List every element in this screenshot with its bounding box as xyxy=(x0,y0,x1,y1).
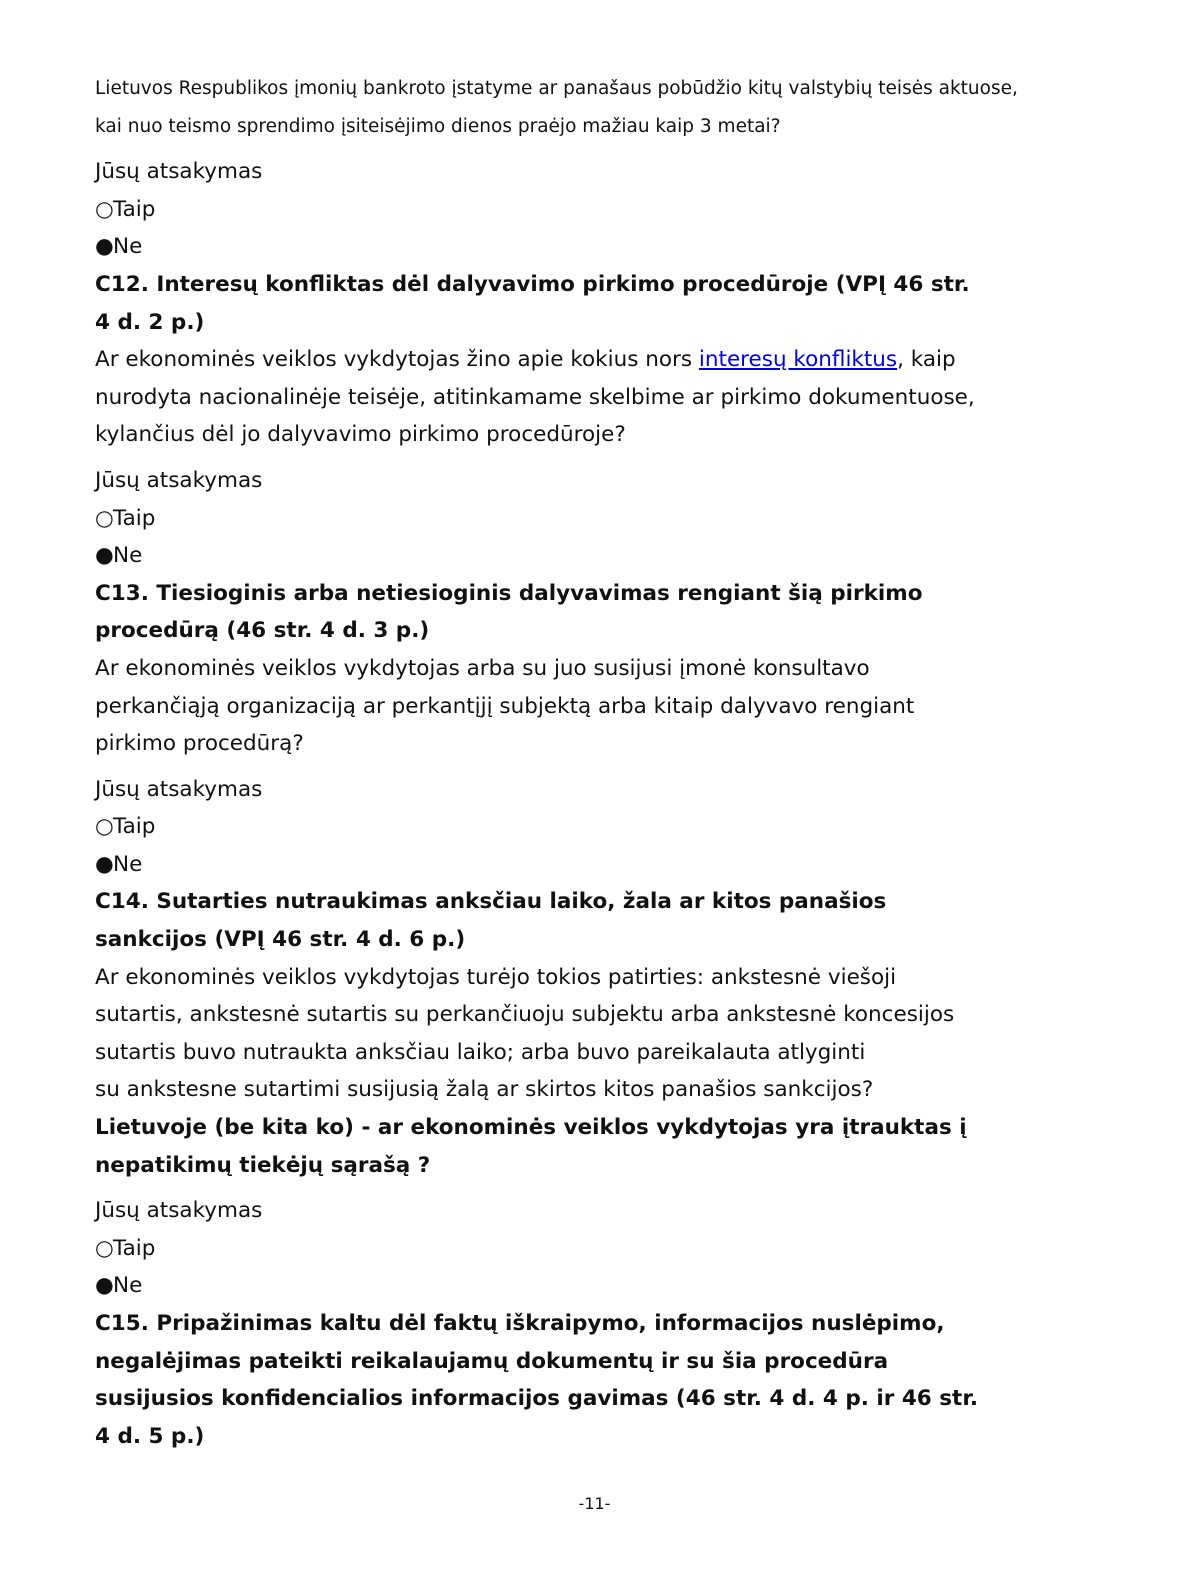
section-title: C15. Pripažinimas kaltu dėl faktų iškraipymo, informacijos nuslėpimo, xyxy=(95,1311,945,1336)
page-number: -11- xyxy=(578,1494,611,1513)
question-line: Ar ekonominės veiklos vykdytojas arba su juo susijusi įmonė konsultavo xyxy=(95,655,870,681)
radio-unselected-icon[interactable]: ○ xyxy=(95,814,114,840)
radio-unselected-icon[interactable]: ○ xyxy=(95,1235,114,1261)
question-line: nurodyta nacionalinėje teisėje, atitinkamame skelbime ar pirkimo dokumentuose, xyxy=(95,384,975,410)
option-yes[interactable] xyxy=(95,500,1095,538)
question-bold-line: nepatikimų tiekėjų sąrašą ? xyxy=(95,1152,431,1178)
question-line: pirkimo procedūrą? xyxy=(95,731,304,757)
question-line: sutartis, ankstesnė sutartis su perkančiuoju subjektu arba ankstesnė koncesijos xyxy=(95,1002,955,1028)
option-yes[interactable] xyxy=(95,1230,1095,1268)
radio-selected-icon[interactable]: ● xyxy=(95,543,114,569)
question-line: kylančius dėl jo dalyvavimo pirkimo procedūroje? xyxy=(95,422,626,448)
option-label: Taip xyxy=(113,1235,156,1261)
section-title: 4 d. 2 p.) xyxy=(95,309,205,335)
option-label: Ne xyxy=(113,234,143,260)
answer-label: Jūsų atsakymas xyxy=(95,467,263,493)
intro-line: kai nuo teismo sprendimo įsiteisėjimo dienos praėjo mažiau kaip 3 metai? xyxy=(95,115,781,137)
question-line: su ankstesne sutartimi susijusią žalą ar skirtos kitos panašios sankcijos? xyxy=(95,1077,874,1103)
section-title: C13. Tiesioginis arba netiesioginis dalyvavimas rengiant šią pirkimo xyxy=(95,580,923,606)
question-text: , kaip xyxy=(897,347,956,373)
section-title: 4 d. 5 p.) xyxy=(95,1423,205,1449)
radio-unselected-icon[interactable]: ○ xyxy=(95,196,114,222)
section-title: procedūrą (46 str. 4 d. 3 p.) xyxy=(95,618,430,644)
answer-label: Jūsų atsakymas xyxy=(95,159,263,185)
question-text: Ar ekonominės veiklos vykdytojas žino apie kokius nors xyxy=(95,347,699,373)
section-title: C12. Interesų konfliktas dėl dalyvavimo pirkimo procedūroje (VPĮ 46 str. xyxy=(95,271,970,297)
option-no[interactable] xyxy=(95,846,1095,884)
section-title: C14. Sutarties nutraukimas anksčiau laiko, žala ar kitos panašios xyxy=(95,889,887,915)
question-line: sutartis buvo nutraukta anksčiau laiko; arba buvo pareikalauta atlyginti xyxy=(95,1039,866,1065)
conflict-of-interest-link[interactable]: interesų konfliktus xyxy=(698,347,898,373)
section-title: susijusios konfidencialios informacijos gavimas (46 str. 4 d. 4 p. ir 46 str. xyxy=(95,1386,979,1412)
question-line: perkančiąją organizaciją ar perkantįjį subjektą arba kitaip dalyvavo rengiant xyxy=(95,693,915,719)
option-no[interactable] xyxy=(95,537,1095,575)
option-label: Ne xyxy=(113,543,143,569)
section-title: sankcijos (VPĮ 46 str. 4 d. 6 p.) xyxy=(95,927,466,953)
option-no[interactable] xyxy=(95,228,1095,266)
option-no[interactable] xyxy=(95,1267,1095,1305)
question-line: Ar ekonominės veiklos vykdytojas turėjo tokios patirties: ankstesnė viešoji xyxy=(95,964,897,990)
option-label: Ne xyxy=(113,851,143,877)
answer-label: Jūsų atsakymas xyxy=(95,1198,263,1224)
radio-unselected-icon[interactable]: ○ xyxy=(95,505,114,531)
option-label: Ne xyxy=(113,1273,143,1299)
intro-line: Lietuvos Respublikos įmonių bankroto įstatyme ar panašaus pobūdžio kitų valstybių teisės aktuose, xyxy=(95,78,1018,99)
question-line xyxy=(95,341,1095,379)
document-page xyxy=(95,70,1095,1455)
option-label: Taip xyxy=(113,814,156,840)
option-label: Taip xyxy=(113,196,156,222)
radio-selected-icon[interactable]: ● xyxy=(95,851,114,877)
option-yes[interactable] xyxy=(95,191,1095,229)
radio-selected-icon[interactable]: ● xyxy=(95,1273,114,1299)
radio-selected-icon[interactable]: ● xyxy=(95,234,114,260)
section-title: negalėjimas pateikti reikalaujamų dokumentų ir su šia procedūra xyxy=(95,1348,889,1374)
option-yes[interactable] xyxy=(95,808,1095,846)
answer-label: Jūsų atsakymas xyxy=(95,776,263,802)
option-label: Taip xyxy=(113,505,156,531)
question-bold-line: Lietuvoje (be kita ko) - ar ekonominės veiklos vykdytojas yra įtrauktas į xyxy=(95,1115,967,1141)
